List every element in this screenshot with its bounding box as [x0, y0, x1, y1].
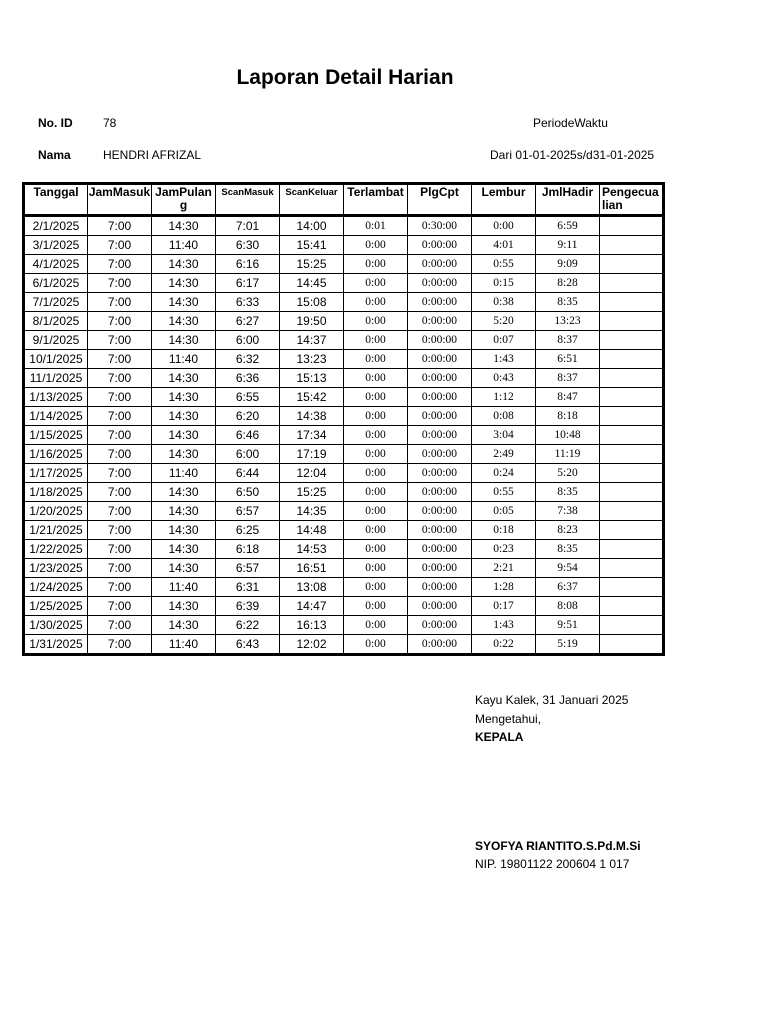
- table-row: [24, 369, 664, 388]
- cell-scan-masuk: 6:32: [216, 350, 280, 369]
- cell-terlambat: 0:00: [344, 274, 408, 293]
- cell-lembur: 0:17: [472, 597, 536, 616]
- cell-scan-keluar: 17:19: [280, 445, 344, 464]
- cell-lembur: 0:43: [472, 369, 536, 388]
- cell-tanggal: 9/1/2025: [24, 331, 88, 350]
- cell-jml-hadir: 7:38: [536, 502, 600, 521]
- cell-pengecualian: [600, 216, 664, 236]
- cell-jam-pulang: 11:40: [152, 236, 216, 255]
- cell-jml-hadir: 8:08: [536, 597, 600, 616]
- cell-scan-keluar: 16:13: [280, 616, 344, 635]
- cell-jam-masuk: 7:00: [88, 426, 152, 445]
- cell-jml-hadir: 9:51: [536, 616, 600, 635]
- signature-place-date: Kayu Kalek, 31 Januari 2025: [475, 693, 629, 707]
- cell-jam-pulang: 11:40: [152, 464, 216, 483]
- cell-pengecualian: [600, 635, 664, 655]
- cell-pengecualian: [600, 236, 664, 255]
- cell-scan-masuk: 6:17: [216, 274, 280, 293]
- cell-jam-pulang: 11:40: [152, 635, 216, 655]
- cell-jam-masuk: 7:00: [88, 255, 152, 274]
- cell-jam-masuk: 7:00: [88, 464, 152, 483]
- cell-plg-cpt: 0:00:00: [408, 426, 472, 445]
- cell-pengecualian: [600, 464, 664, 483]
- cell-pengecualian: [600, 540, 664, 559]
- cell-jml-hadir: 6:37: [536, 578, 600, 597]
- cell-jml-hadir: 9:54: [536, 559, 600, 578]
- cell-terlambat: 0:00: [344, 635, 408, 655]
- cell-plg-cpt: 0:00:00: [408, 312, 472, 331]
- cell-tanggal: 1/31/2025: [24, 635, 88, 655]
- cell-pengecualian: [600, 312, 664, 331]
- cell-scan-keluar: 14:45: [280, 274, 344, 293]
- cell-tanggal: 1/21/2025: [24, 521, 88, 540]
- table-row: [24, 236, 664, 255]
- cell-pengecualian: [600, 445, 664, 464]
- cell-pengecualian: [600, 483, 664, 502]
- cell-plg-cpt: 0:00:00: [408, 350, 472, 369]
- cell-lembur: 1:28: [472, 578, 536, 597]
- header-tanggal: Tanggal: [24, 184, 88, 216]
- cell-scan-keluar: 14:37: [280, 331, 344, 350]
- table-row: [24, 293, 664, 312]
- cell-lembur: 2:21: [472, 559, 536, 578]
- cell-jam-pulang: 14:30: [152, 407, 216, 426]
- cell-tanggal: 1/18/2025: [24, 483, 88, 502]
- header-jam-masuk: JamMasuk: [88, 184, 152, 216]
- cell-scan-masuk: 6:39: [216, 597, 280, 616]
- cell-pengecualian: [600, 616, 664, 635]
- cell-scan-masuk: 6:31: [216, 578, 280, 597]
- cell-scan-masuk: 6:18: [216, 540, 280, 559]
- cell-tanggal: 3/1/2025: [24, 236, 88, 255]
- cell-jml-hadir: 8:35: [536, 483, 600, 502]
- cell-pengecualian: [600, 369, 664, 388]
- header-scan-masuk: ScanMasuk: [216, 184, 280, 216]
- cell-jml-hadir: 8:23: [536, 521, 600, 540]
- cell-jam-masuk: 7:00: [88, 502, 152, 521]
- table-row: [24, 540, 664, 559]
- cell-tanggal: 1/20/2025: [24, 502, 88, 521]
- cell-plg-cpt: 0:00:00: [408, 293, 472, 312]
- cell-jml-hadir: 9:11: [536, 236, 600, 255]
- cell-scan-masuk: 6:16: [216, 255, 280, 274]
- cell-jml-hadir: 9:09: [536, 255, 600, 274]
- table-header-row: [24, 184, 664, 216]
- cell-tanggal: 11/1/2025: [24, 369, 88, 388]
- cell-scan-masuk: 6:57: [216, 502, 280, 521]
- cell-pengecualian: [600, 559, 664, 578]
- cell-lembur: 0:05: [472, 502, 536, 521]
- cell-tanggal: 2/1/2025: [24, 216, 88, 236]
- cell-plg-cpt: 0:00:00: [408, 521, 472, 540]
- cell-plg-cpt: 0:00:00: [408, 255, 472, 274]
- cell-scan-masuk: 6:33: [216, 293, 280, 312]
- cell-plg-cpt: 0:00:00: [408, 616, 472, 635]
- cell-tanggal: 1/17/2025: [24, 464, 88, 483]
- cell-scan-keluar: 12:02: [280, 635, 344, 655]
- cell-jml-hadir: 8:37: [536, 331, 600, 350]
- cell-tanggal: 6/1/2025: [24, 274, 88, 293]
- cell-scan-keluar: 14:48: [280, 521, 344, 540]
- cell-scan-masuk: 6:43: [216, 635, 280, 655]
- header-lembur: Lembur: [472, 184, 536, 216]
- cell-terlambat: 0:00: [344, 312, 408, 331]
- cell-jml-hadir: 6:51: [536, 350, 600, 369]
- cell-tanggal: 8/1/2025: [24, 312, 88, 331]
- cell-tanggal: 1/16/2025: [24, 445, 88, 464]
- cell-scan-keluar: 14:47: [280, 597, 344, 616]
- cell-pengecualian: [600, 502, 664, 521]
- cell-jam-masuk: 7:00: [88, 274, 152, 293]
- cell-jam-pulang: 14:30: [152, 369, 216, 388]
- cell-plg-cpt: 0:00:00: [408, 388, 472, 407]
- cell-jam-masuk: 7:00: [88, 559, 152, 578]
- cell-lembur: 0:15: [472, 274, 536, 293]
- cell-terlambat: 0:00: [344, 255, 408, 274]
- cell-pengecualian: [600, 255, 664, 274]
- period-value: Dari 01-01-2025s/d31-01-2025: [490, 148, 655, 162]
- cell-jam-masuk: 7:00: [88, 293, 152, 312]
- cell-scan-keluar: 12:04: [280, 464, 344, 483]
- cell-plg-cpt: 0:00:00: [408, 578, 472, 597]
- cell-scan-keluar: 19:50: [280, 312, 344, 331]
- cell-lembur: 0:55: [472, 255, 536, 274]
- cell-scan-keluar: 16:51: [280, 559, 344, 578]
- cell-jam-pulang: 14:30: [152, 293, 216, 312]
- cell-jam-pulang: 14:30: [152, 540, 216, 559]
- cell-jml-hadir: 8:35: [536, 293, 600, 312]
- table-row: [24, 388, 664, 407]
- cell-jam-pulang: 14:30: [152, 255, 216, 274]
- cell-terlambat: 0:00: [344, 521, 408, 540]
- cell-terlambat: 0:00: [344, 502, 408, 521]
- cell-pengecualian: [600, 426, 664, 445]
- cell-scan-masuk: 6:44: [216, 464, 280, 483]
- cell-plg-cpt: 0:30:00: [408, 216, 472, 236]
- cell-terlambat: 0:00: [344, 483, 408, 502]
- cell-tanggal: 1/30/2025: [24, 616, 88, 635]
- cell-plg-cpt: 0:00:00: [408, 407, 472, 426]
- table-row: [24, 502, 664, 521]
- cell-tanggal: 1/13/2025: [24, 388, 88, 407]
- header-jml-hadir: JmlHadir: [536, 184, 600, 216]
- cell-scan-masuk: 6:36: [216, 369, 280, 388]
- table-row: [24, 464, 664, 483]
- table-row: [24, 274, 664, 293]
- cell-jam-masuk: 7:00: [88, 407, 152, 426]
- cell-pengecualian: [600, 350, 664, 369]
- cell-jam-pulang: 14:30: [152, 216, 216, 236]
- cell-jml-hadir: 8:37: [536, 369, 600, 388]
- header-scan-keluar: ScanKeluar: [280, 184, 344, 216]
- cell-scan-masuk: 6:00: [216, 445, 280, 464]
- cell-jam-pulang: 14:30: [152, 483, 216, 502]
- cell-plg-cpt: 0:00:00: [408, 369, 472, 388]
- cell-lembur: 1:43: [472, 616, 536, 635]
- cell-pengecualian: [600, 331, 664, 350]
- report-title: Laporan Detail Harian: [236, 66, 454, 89]
- cell-tanggal: 1/24/2025: [24, 578, 88, 597]
- cell-jml-hadir: 5:19: [536, 635, 600, 655]
- id-value: 78: [103, 116, 117, 130]
- table-row: [24, 216, 664, 236]
- cell-lembur: 0:55: [472, 483, 536, 502]
- cell-jam-pulang: 11:40: [152, 578, 216, 597]
- cell-pengecualian: [600, 578, 664, 597]
- cell-plg-cpt: 0:00:00: [408, 635, 472, 655]
- cell-scan-masuk: 6:46: [216, 426, 280, 445]
- cell-plg-cpt: 0:00:00: [408, 559, 472, 578]
- cell-terlambat: 0:00: [344, 350, 408, 369]
- cell-jml-hadir: 5:20: [536, 464, 600, 483]
- cell-scan-masuk: 6:27: [216, 312, 280, 331]
- cell-lembur: 1:12: [472, 388, 536, 407]
- cell-scan-masuk: 6:55: [216, 388, 280, 407]
- period-label: PeriodeWaktu: [533, 116, 608, 130]
- cell-jam-masuk: 7:00: [88, 521, 152, 540]
- cell-terlambat: 0:00: [344, 445, 408, 464]
- cell-jam-masuk: 7:00: [88, 635, 152, 655]
- cell-pengecualian: [600, 597, 664, 616]
- cell-jml-hadir: 11:19: [536, 445, 600, 464]
- cell-scan-keluar: 15:08: [280, 293, 344, 312]
- cell-jam-pulang: 14:30: [152, 521, 216, 540]
- table-row: [24, 559, 664, 578]
- cell-scan-keluar: 15:41: [280, 236, 344, 255]
- cell-jam-masuk: 7:00: [88, 616, 152, 635]
- cell-jam-masuk: 7:00: [88, 312, 152, 331]
- cell-terlambat: 0:00: [344, 407, 408, 426]
- cell-terlambat: 0:00: [344, 331, 408, 350]
- cell-scan-masuk: 6:22: [216, 616, 280, 635]
- cell-jam-pulang: 14:30: [152, 331, 216, 350]
- cell-jam-pulang: 14:30: [152, 312, 216, 331]
- cell-pengecualian: [600, 407, 664, 426]
- cell-jam-masuk: 7:00: [88, 216, 152, 236]
- cell-scan-keluar: 14:53: [280, 540, 344, 559]
- signature-nip: NIP. 19801122 200604 1 017: [475, 857, 630, 871]
- cell-terlambat: 0:00: [344, 559, 408, 578]
- cell-lembur: 0:00: [472, 216, 536, 236]
- cell-jam-pulang: 14:30: [152, 445, 216, 464]
- cell-plg-cpt: 0:00:00: [408, 540, 472, 559]
- cell-scan-keluar: 14:38: [280, 407, 344, 426]
- cell-jam-pulang: 11:40: [152, 350, 216, 369]
- cell-jam-masuk: 7:00: [88, 331, 152, 350]
- cell-tanggal: 1/14/2025: [24, 407, 88, 426]
- cell-plg-cpt: 0:00:00: [408, 331, 472, 350]
- cell-tanggal: 1/22/2025: [24, 540, 88, 559]
- header-terlambat: Terlambat: [344, 184, 408, 216]
- cell-terlambat: 0:00: [344, 293, 408, 312]
- cell-plg-cpt: 0:00:00: [408, 597, 472, 616]
- id-label: No. ID: [38, 116, 73, 130]
- cell-jml-hadir: 8:35: [536, 540, 600, 559]
- cell-scan-masuk: 6:25: [216, 521, 280, 540]
- cell-terlambat: 0:00: [344, 578, 408, 597]
- cell-scan-masuk: 6:00: [216, 331, 280, 350]
- table-row: [24, 350, 664, 369]
- cell-lembur: 0:08: [472, 407, 536, 426]
- cell-terlambat: 0:00: [344, 616, 408, 635]
- table-row: [24, 426, 664, 445]
- cell-jml-hadir: 8:47: [536, 388, 600, 407]
- cell-plg-cpt: 0:00:00: [408, 236, 472, 255]
- cell-tanggal: 7/1/2025: [24, 293, 88, 312]
- cell-terlambat: 0:00: [344, 597, 408, 616]
- cell-scan-keluar: 15:13: [280, 369, 344, 388]
- cell-jml-hadir: 13:23: [536, 312, 600, 331]
- signature-name: SYOFYA RIANTITO.S.Pd.M.Si: [475, 839, 641, 853]
- table-row: [24, 616, 664, 635]
- cell-plg-cpt: 0:00:00: [408, 464, 472, 483]
- cell-tanggal: 10/1/2025: [24, 350, 88, 369]
- cell-plg-cpt: 0:00:00: [408, 502, 472, 521]
- cell-scan-keluar: 15:25: [280, 255, 344, 274]
- cell-lembur: 0:07: [472, 331, 536, 350]
- header-pengecualian: Pengecualian: [600, 184, 664, 216]
- signature-position: KEPALA: [475, 730, 524, 744]
- cell-scan-masuk: 6:20: [216, 407, 280, 426]
- cell-tanggal: 1/25/2025: [24, 597, 88, 616]
- cell-jam-masuk: 7:00: [88, 236, 152, 255]
- table-row: [24, 445, 664, 464]
- cell-jam-pulang: 14:30: [152, 616, 216, 635]
- table-row: [24, 255, 664, 274]
- cell-plg-cpt: 0:00:00: [408, 445, 472, 464]
- cell-terlambat: 0:00: [344, 426, 408, 445]
- cell-lembur: 4:01: [472, 236, 536, 255]
- header-jam-pulang: JamPulang: [152, 184, 216, 216]
- cell-pengecualian: [600, 521, 664, 540]
- cell-jml-hadir: 6:59: [536, 216, 600, 236]
- cell-tanggal: 1/15/2025: [24, 426, 88, 445]
- table-row: [24, 483, 664, 502]
- table-row: [24, 578, 664, 597]
- cell-jam-pulang: 14:30: [152, 274, 216, 293]
- cell-scan-keluar: 15:25: [280, 483, 344, 502]
- cell-lembur: 5:20: [472, 312, 536, 331]
- cell-jml-hadir: 8:28: [536, 274, 600, 293]
- cell-lembur: 1:43: [472, 350, 536, 369]
- cell-pengecualian: [600, 388, 664, 407]
- cell-jam-masuk: 7:00: [88, 388, 152, 407]
- table-row: [24, 331, 664, 350]
- table-row: [24, 407, 664, 426]
- cell-jam-pulang: 14:30: [152, 426, 216, 445]
- cell-jml-hadir: 8:18: [536, 407, 600, 426]
- name-value: HENDRI AFRIZAL: [103, 148, 202, 162]
- cell-terlambat: 0:00: [344, 369, 408, 388]
- cell-jam-masuk: 7:00: [88, 578, 152, 597]
- cell-pengecualian: [600, 293, 664, 312]
- cell-scan-masuk: 6:50: [216, 483, 280, 502]
- cell-plg-cpt: 0:00:00: [408, 274, 472, 293]
- cell-jam-masuk: 7:00: [88, 369, 152, 388]
- table-row: [24, 597, 664, 616]
- cell-plg-cpt: 0:00:00: [408, 483, 472, 502]
- cell-lembur: 0:38: [472, 293, 536, 312]
- cell-terlambat: 0:00: [344, 464, 408, 483]
- cell-scan-keluar: 17:34: [280, 426, 344, 445]
- name-label: Nama: [38, 148, 71, 162]
- cell-scan-keluar: 14:00: [280, 216, 344, 236]
- cell-lembur: 0:23: [472, 540, 536, 559]
- signature-acknowledged: Mengetahui,: [475, 712, 542, 726]
- cell-scan-masuk: 6:57: [216, 559, 280, 578]
- cell-jam-pulang: 14:30: [152, 502, 216, 521]
- header-plg-cpt: PlgCpt: [408, 184, 472, 216]
- cell-lembur: 0:24: [472, 464, 536, 483]
- cell-scan-masuk: 6:30: [216, 236, 280, 255]
- cell-jam-masuk: 7:00: [88, 540, 152, 559]
- cell-jam-pulang: 14:30: [152, 597, 216, 616]
- cell-scan-keluar: 14:35: [280, 502, 344, 521]
- cell-jam-masuk: 7:00: [88, 483, 152, 502]
- cell-jam-pulang: 14:30: [152, 559, 216, 578]
- cell-pengecualian: [600, 274, 664, 293]
- table-row: [24, 635, 664, 655]
- cell-tanggal: 1/23/2025: [24, 559, 88, 578]
- cell-terlambat: 0:01: [344, 216, 408, 236]
- cell-scan-keluar: 15:42: [280, 388, 344, 407]
- cell-jam-masuk: 7:00: [88, 445, 152, 464]
- cell-scan-masuk: 7:01: [216, 216, 280, 236]
- table-row: [24, 312, 664, 331]
- cell-tanggal: 4/1/2025: [24, 255, 88, 274]
- cell-lembur: 3:04: [472, 426, 536, 445]
- table-row: [24, 521, 664, 540]
- cell-scan-keluar: 13:23: [280, 350, 344, 369]
- cell-lembur: 0:18: [472, 521, 536, 540]
- cell-lembur: 0:22: [472, 635, 536, 655]
- cell-jml-hadir: 10:48: [536, 426, 600, 445]
- cell-jam-pulang: 14:30: [152, 388, 216, 407]
- table-body: [24, 216, 664, 655]
- cell-scan-keluar: 13:08: [280, 578, 344, 597]
- cell-jam-masuk: 7:00: [88, 597, 152, 616]
- cell-terlambat: 0:00: [344, 540, 408, 559]
- attendance-table: [22, 182, 665, 656]
- cell-lembur: 2:49: [472, 445, 536, 464]
- cell-terlambat: 0:00: [344, 388, 408, 407]
- cell-jam-masuk: 7:00: [88, 350, 152, 369]
- cell-terlambat: 0:00: [344, 236, 408, 255]
